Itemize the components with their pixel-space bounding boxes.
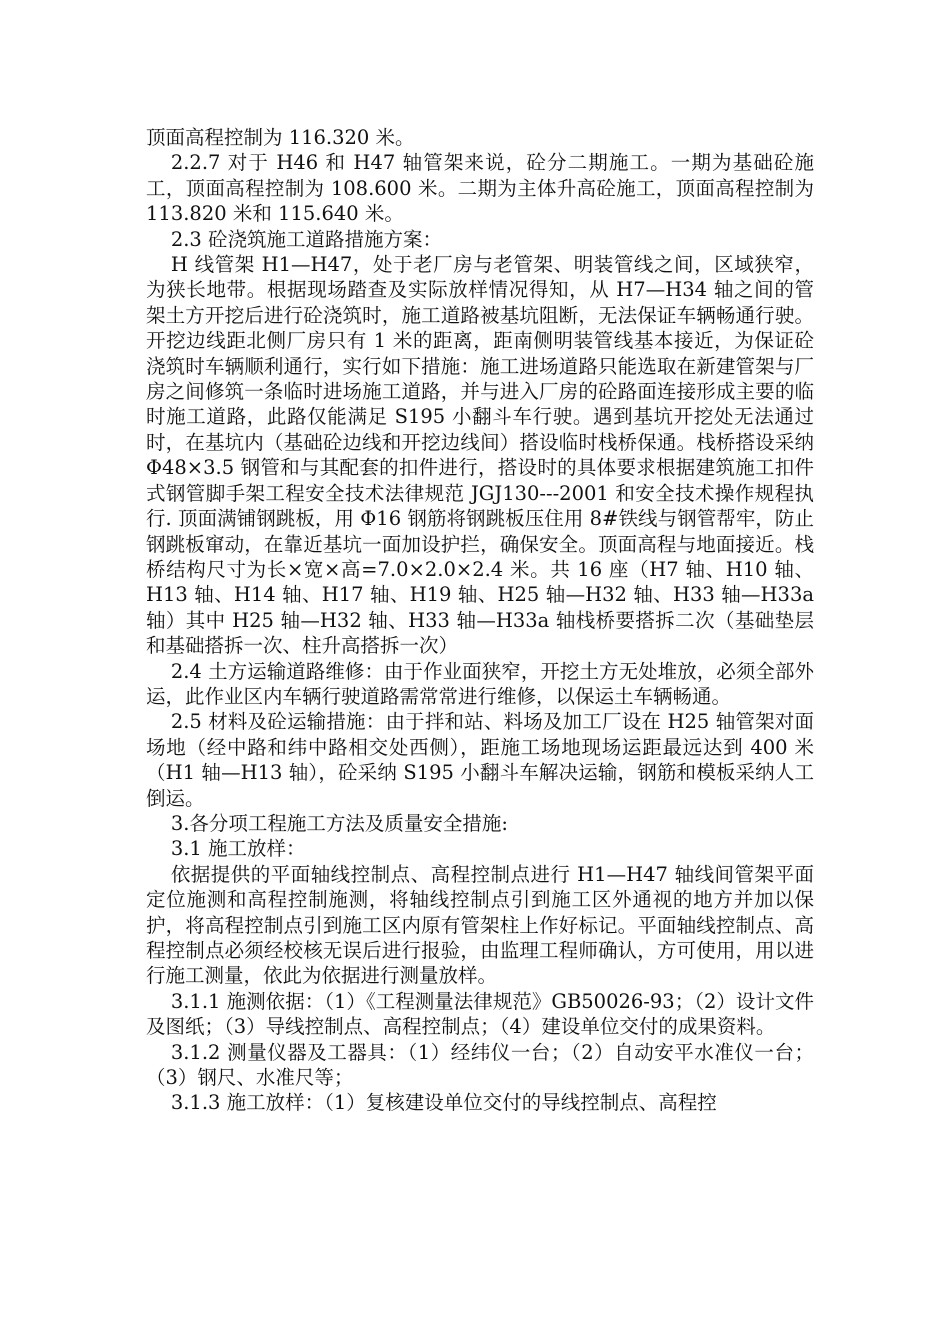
paragraph-2-2-7: 2.2.7 对于 H46 和 H47 轴管架来说，砼分二期施工。一期为基础砼施工，顶面高程控制为 108.600 米。二期为主体升高砼施工，顶面高程控制为 113.820 米和 115.640 米。 — [146, 151, 814, 226]
paragraph-setting-out: 依据提供的平面轴线控制点、高程控制点进行 H1—H47 轴线间管架平面定位施测和高程控制施测，将轴线控制点引到施工区外通视的地方并加以保护，将高程控制点引到施工区内原有管架柱上作好标记。平面轴线控制点、高程控制点必须经校核无误后进行报验，由监理工程师确认，方可使用，用以进行施工测量，依此为依据进行测量放样。 — [146, 862, 814, 988]
paragraph-3-1-2: 3.1.2 测量仪器及工器具：（1）经纬仪一台；（2）自动安平水准仪一台；（3）钢尺、水准尺等； — [146, 1040, 814, 1090]
paragraph-3-1-3: 3.1.3 施工放样：（1）复核建设单位交付的导线控制点、高程控 — [170, 1091, 717, 1115]
paragraph-3-1-1: 3.1.1 施测依据：（1）《工程测量法律规范》GB50026-93；（2）设计文件及图纸；（3）导线控制点、高程控制点；（4）建设单位交付的成果资料。 — [146, 989, 814, 1039]
heading-2-3: 2.3 砼浇筑施工道路措施方案： — [170, 227, 443, 251]
paragraph-2-4: 2.4 土方运输道路维修：由于作业面狭窄，开挖土方无处堆放，必须全部外运，此作业区内车辆行驶道路需常常进行维修，以保运土车辆畅通。 — [146, 659, 814, 708]
paragraph-2-5: 2.5 材料及砼运输措施：由于拌和站、料场及加工厂设在 H25 轴管架对面场地（经中路和纬中路相交处西侧），距施工场地现场运距最远达到 400 米（H1 轴—H13 轴），砼采纳 S195 小翻斗车解决运输，钢筋和模板采纳人工倒运。 — [146, 710, 814, 810]
document-body — [146, 125, 814, 1116]
paragraph-elevation-116: 顶面高程控制为 116.320 米。 — [146, 126, 415, 149]
heading-3-1: 3.1 施工放样： — [170, 837, 306, 861]
paragraph-h-line-trestle: H 线管架 H1—H47，处于老厂房与老管架、明装管线之间，区域狭窄，为狭长地带。根据现场踏查及实际放样情况得知，从 H7—H34 轴之间的管架土方开挖后进行砼浇筑时，施工道路被基坑阻断，无法保证车辆畅通行驶。开挖边线距北侧厂房只有 1 米的距离，距南侧明装管线基本接近，为保证砼浇筑时车辆顺利通行，实行如下措施：施工进场道路只能选取在新建管架与厂房之间修筑一条临时进场施工道路，并与进入厂房的砼路面连接形成主要的临时施工道路，此路仅能满足 S195 小翻斗车行驶。遇到基坑开挖处无法通过时，在基坑内（基础砼边线和开挖边线间）搭设临时栈桥保通。栈桥搭设采纳 Φ48×3.5 钢管和与其配套的扣件进行，搭设时的具体要求根据建筑施工扣件式钢管脚手架工程安全技术法律规范 JGJ130---2001 和安全技术操作规程执行. 顶面满铺钢跳板，用 Φ16 钢筋将钢跳板压住用 8#铁线与钢管帮牢，防止钢跳板窜动，在靠近基坑一面加设护拦，确保安全。顶面高程与地面接近。栈桥结构尺寸为长×宽×高=7.0×2.0×2.4 米。共 16 座（H7 轴、H10 轴、H13 轴、H14 轴、H17 轴、H19 轴、H25 轴—H32 轴、H33 轴—H33a 轴）其中 H25 轴—H32 轴、H33 轴—H33a 轴栈桥要搭拆二次（基础垫层和基础搭拆一次、柱升高搭拆一次） — [146, 253, 814, 658]
heading-3: 3.各分项工程施工方法及质量安全措施: — [170, 811, 508, 835]
